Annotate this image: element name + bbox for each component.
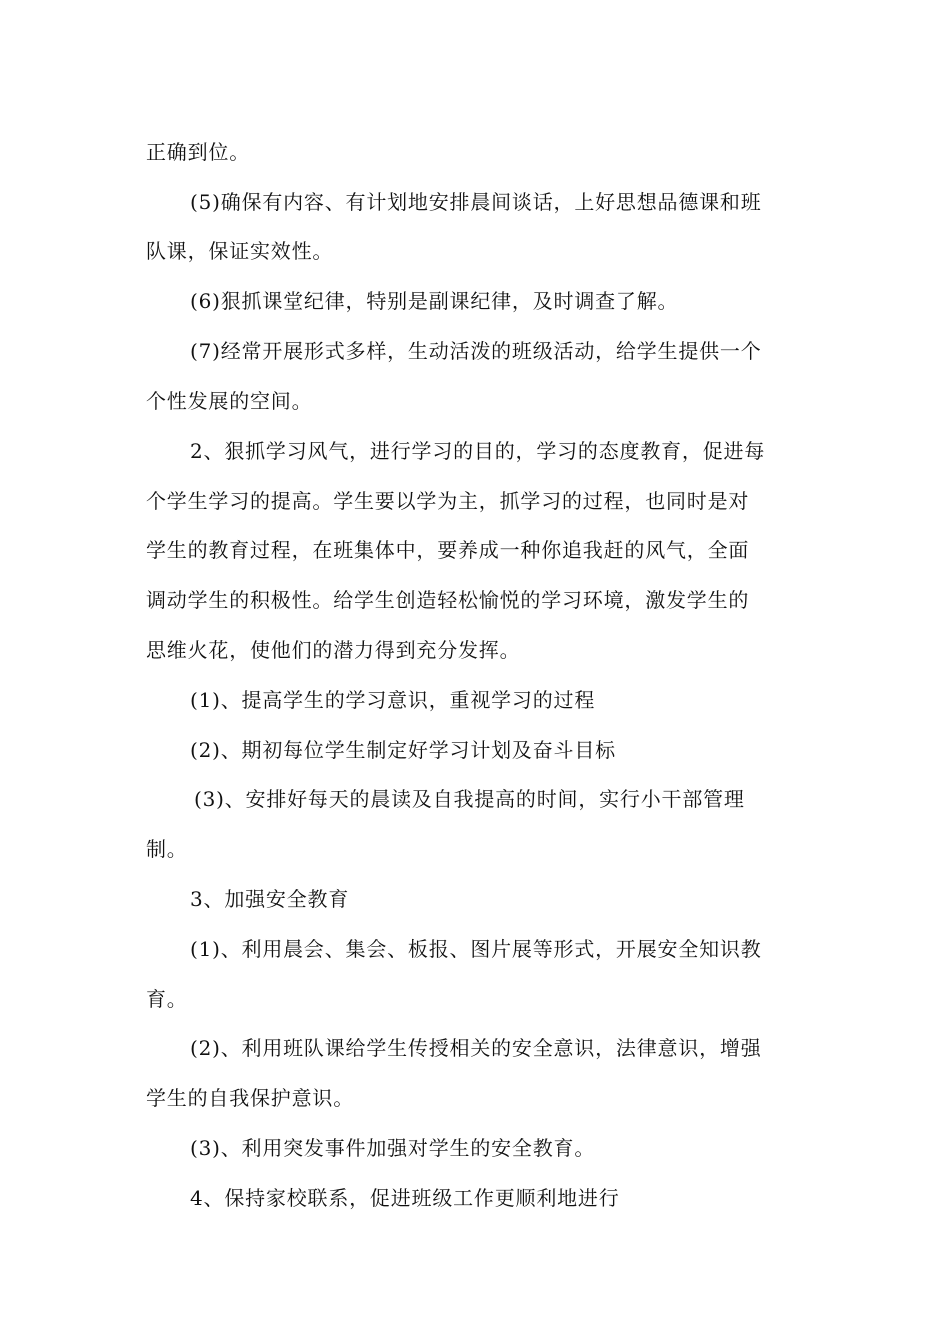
- text-line: 2、狠抓学习风气，进行学习的目的，学习的态度教育，促进每: [190, 439, 766, 463]
- text-line: (2)、期初每位学生制定好学习计划及奋斗目标: [190, 738, 616, 762]
- text-line: 思维火花，使他们的潜力得到充分发挥。: [146, 638, 521, 662]
- text-line: (6)狠抓课堂纪律，特别是副课纪律，及时调查了解。: [190, 289, 679, 313]
- text-line: 队课，保证实效性。: [146, 239, 334, 263]
- text-line: (7)经常开展形式多样，生动活泼的班级活动，给学生提供一个: [190, 339, 762, 363]
- text-line: 学生的自我保护意识。: [146, 1086, 354, 1110]
- text-line: (3)、安排好每天的晨读及自我提高的时间，实行小干部管理: [194, 787, 745, 811]
- text-line: 育。: [146, 987, 188, 1011]
- text-line: 制。: [146, 837, 188, 861]
- text-line: 个学生学习的提高。学生要以学为主，抓学习的过程，也同时是对: [146, 489, 750, 513]
- text-line: 4、保持家校联系，促进班级工作更顺利地进行: [190, 1186, 620, 1210]
- text-line: (3)、利用突发事件加强对学生的安全教育。: [190, 1136, 596, 1160]
- text-line: 个性发展的空间。: [146, 389, 313, 413]
- text-line: 学生的教育过程，在班集体中，要养成一种你追我赶的风气，全面: [146, 538, 750, 562]
- text-line: (2)、利用班队课给学生传授相关的安全意识，法律意识，增强: [190, 1036, 762, 1060]
- text-line: 正确到位。: [146, 140, 250, 164]
- text-line: (1)、利用晨会、集会、板报、图片展等形式，开展安全知识教: [190, 937, 762, 961]
- text-line: (1)、提高学生的学习意识，重视学习的过程: [190, 688, 596, 712]
- text-line: (5)确保有内容、有计划地安排晨间谈话，上好思想品德课和班: [190, 190, 762, 214]
- text-line: 3、加强安全教育: [190, 887, 350, 911]
- text-line: 调动学生的积极性。给学生创造轻松愉悦的学习环境，激发学生的: [146, 588, 750, 612]
